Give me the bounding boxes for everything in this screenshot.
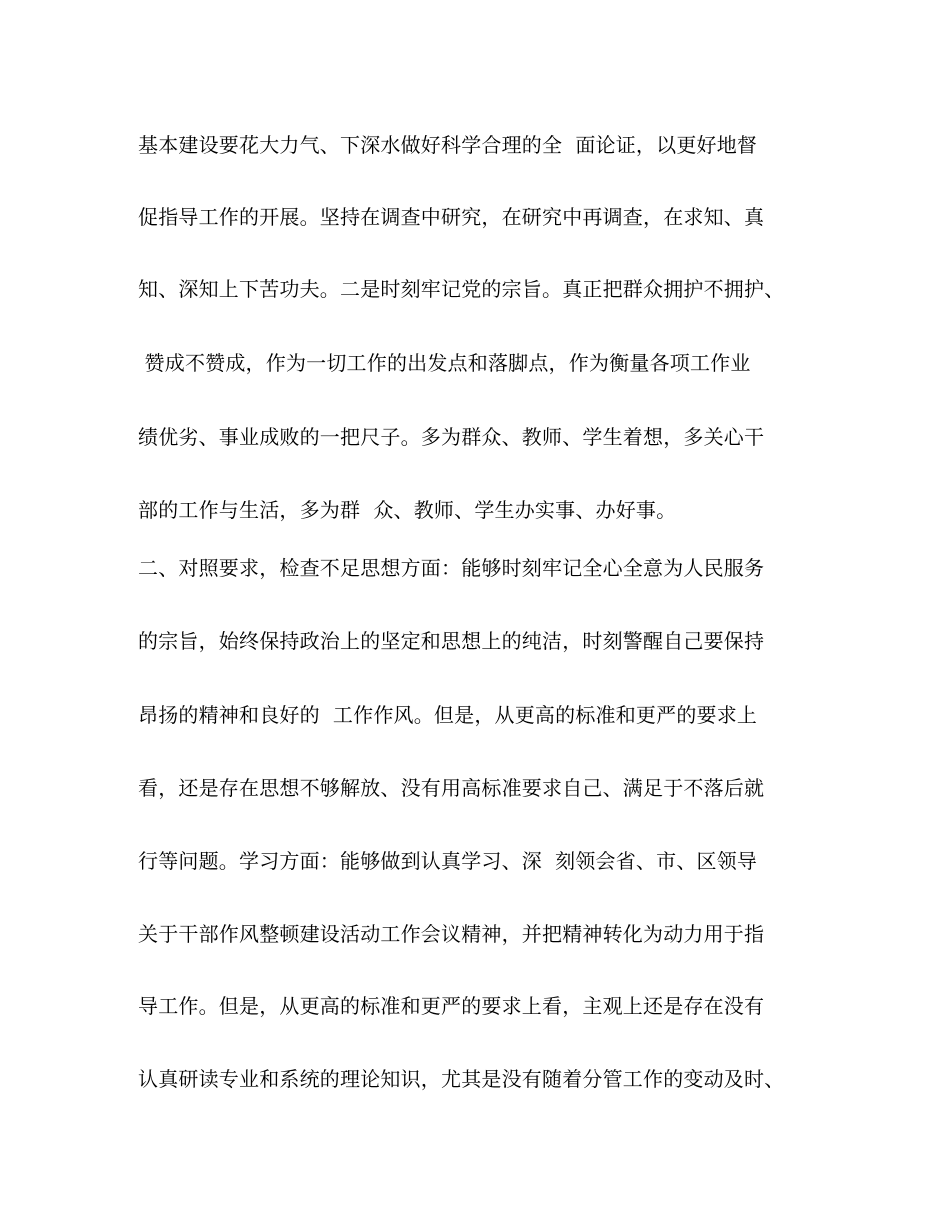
paragraph-line: 促指导工作的开展。坚持在调查中研究，在研究中再调查，在求知、真 (138, 205, 765, 229)
paragraph-line: 部的工作与生活，多为群 众、教师、学生办实事、办好事。 (138, 498, 677, 522)
section-heading-line: 二、对照要求，检查不足思想方面：能够时刻牢记全心全意为人民服务 (138, 556, 765, 580)
paragraph-line: 的宗旨，始终保持政治上的坚定和思想上的纯洁，时刻警醒自己要保持 (138, 629, 765, 653)
paragraph-line: 绩优劣、事业成败的一把尺子。多为群众、教师、学生着想，多关心干 (138, 425, 765, 449)
paragraph-line: 知、深知上下苦功夫。二是时刻牢记党的宗旨。真正把群众拥护不拥护、 (138, 277, 785, 301)
paragraph-line: 看，还是存在思想不够解放、没有用高标准要求自己、满足于不落后就 (138, 776, 765, 800)
paragraph-line: 导工作。但是，从更高的标准和更严的要求上看，主观上还是存在没有 (138, 994, 765, 1018)
paragraph-line: 关于干部作风整顿建设活动工作会议精神，并把精神转化为动力用于指 (138, 922, 765, 946)
paragraph-line: 昂扬的精神和良好的 工作作风。但是，从更高的标准和更严的要求上 (138, 703, 758, 727)
paragraph-line: 行等问题。学习方面：能够做到认真学习、深 刻领会省、市、区领导 (138, 849, 758, 873)
paragraph-line: 赞成不赞成，作为一切工作的出发点和落脚点，作为衡量各项工作业 (138, 351, 751, 375)
paragraph-line: 认真研读专业和系统的理论知识，尤其是没有随着分管工作的变动及时、 (138, 1067, 785, 1091)
paragraph-line: 基本建设要花大力气、下深水做好科学合理的全 面论证，以更好地督 (138, 133, 758, 157)
